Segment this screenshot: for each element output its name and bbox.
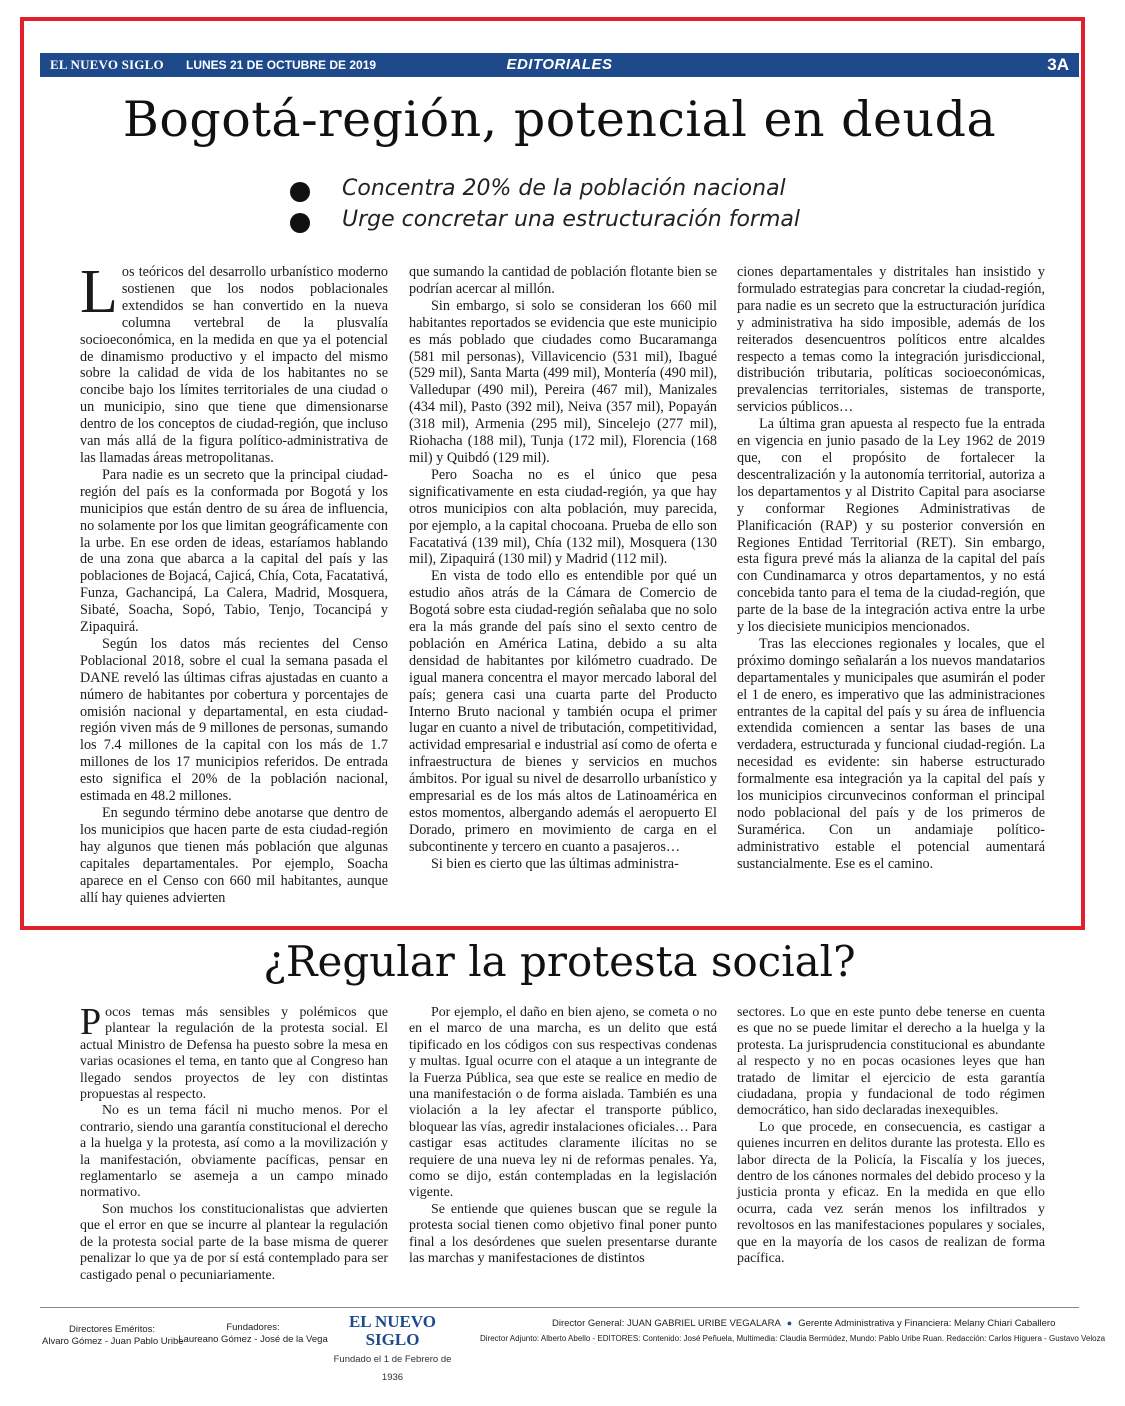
footer-brand: EL NUEVO SIGLO (348, 1312, 437, 1349)
footer-founded: Fundado el 1 de Febrero de 1936 (333, 1354, 452, 1383)
director-general: Director General: JUAN GABRIEL URIBE VEGALARA (552, 1318, 781, 1329)
drop-cap: P (80, 1001, 102, 1043)
paragraph: Son muchos los constitucionalistas que advierten que el error en que se incurre al plantear la regulación de la protesta social parte de la base misma de querer penalizar lo que ya de por sí está contemplado para ser castigado penal o pecuniariamente. (80, 1201, 388, 1283)
paragraph: En segundo término debe anotarse que dentro de los municipios que hacen parte de esta ciudad-región hay algunos que tienen más población que algunas capitales departamentales. Por ejemplo, Soacha aparece en el Censo con 660 mil habitantes, aunque allí hay quienes advierten (80, 805, 388, 906)
paragraph: Por ejemplo, el daño en bien ajeno, se cometa o no en el marco de una marcha, es un delito que está tipificado en los códigos con sus respectivas condenas y multas. Igual ocurre con el ataque a un integrante de la Fuerza Pública, sea que este se realice en medio de una manifestación o de forma aislada. También es una violación a la ley afectar el transporte público, bloquear las vías, agredir instalaciones oficiales… Para castigar esas actitudes claramente ilícitas no se requiere de una nueva ley ni de reformas penales. Ya, como se dijo, están contempladas en la legislación vigente. (409, 1005, 717, 1201)
footer-directores (42, 1324, 182, 1348)
footer-staff-line-1 (552, 1318, 1055, 1329)
paragraph: Sin embargo, si solo se consideran los 660 mil habitantes reportados se evidencia que este municipio es más poblado que ciudades como Bucaramanga (581 mil personas), Villavicencio (531 mil), Ibagué (529 mil), Santa Marta (499 mil), Montería (490 mil), Valledupar (490 mil), Pereira (467 mil), Manizales (434 mil), Pasto (392 mil), Neiva (357 mil), Popayán (318 mil), Armenia (295 mil), Sincelejo (277 mil), Riohacha (188 mil), Tunja (172 mil), Florencia (168 mil) y Quibdó (129 mil). (409, 297, 717, 466)
paragraph: Lo que procede, en consecuencia, es castigar a quienes incurren en delitos durante las protesta. Ello es labor directa de la Policía, la Fiscalía y los jueces, dentro de los cánones normales del debido proceso y la justicia pronta y eficaz. En la medida en que ello ocurra, cada vez serán menos los infiltrados y revoltosos en las manifestaciones populares y sociales, que en la mayoría de los casos de realizan de forma pacífica. (737, 1119, 1045, 1267)
paragraph: sectores. Lo que en este punto debe tenerse en cuenta es que no se puede limitar el derecho a la huelga y la protesta. La jurisprudencia constitucional es abundante al respecto y no en pocas ocasiones leyes que han tratado de limitar el ejercicio de esta garantía ciudadana, propia y fundacional de todo régimen democrático, han sido declaradas inexequibles. (737, 1005, 1045, 1119)
paragraph: que sumando la cantidad de población flotante bien se podrían acercar al millón. (409, 264, 717, 297)
paragraph-text: ocos temas más sensibles y polémicos que plantear la regulación de la protesta social. El actual Ministro de Defensa ha puesto sobre la mesa en varias ocasiones el tema, en tanto que al Congreso han llegado sendos proyectos de ley con distintas propuestas al respecto. (80, 1005, 388, 1103)
separator-dot-icon: ● (786, 1318, 793, 1328)
page-header-bar (40, 53, 1079, 77)
editorial1-column-1 (80, 258, 388, 906)
paragraph: No es un tema fácil ni mucho menos. Por el contrario, siendo una garantía constitucional el derecho a la huelga y la protesta, así como a la movilización y la manifestación, obviamente pacíficas, pensar en reglamentarlo se asemeja a un campo minado normativo. (80, 1103, 388, 1201)
editorial1-column-3 (737, 264, 1045, 873)
subhead-text: Urge concretar una estructuración formal (342, 207, 801, 232)
paragraph (80, 1001, 388, 1103)
gerente: Gerente Administrativa y Financiera: Melany Chiari Caballero (798, 1318, 1056, 1329)
directores-names: Alvaro Gómez - Juan Pablo Uribe (42, 1336, 184, 1347)
paragraph: Si bien es cierto que las últimas administra- (431, 855, 679, 872)
paragraph (80, 258, 388, 467)
paragraph: Se entiende que quienes buscan que se regule la protesta social tienen como objetivo final poner punto final a los desórdenes que suelen presentarse durante las marchas y manifestaciones de distintos (409, 1201, 717, 1267)
footer-fundadores (178, 1322, 328, 1346)
editorial2-column-3 (737, 1005, 1045, 1268)
bullet-dot-icon (290, 213, 310, 233)
editorial2-column-2 (409, 1005, 717, 1268)
footer-masthead (330, 1313, 455, 1385)
editorial1-column-2 (409, 264, 717, 873)
paragraph: Para nadie es un secreto que la principal ciudad-región del país es la conformada por Bogotá y los municipios que están dentro de su área de influencia, no solamente por los que limitan geográficamente con la urbe. En ese orden de ideas, estaríamos hablando de una zona que abarca a la capital del país y las poblaciones de Bojacá, Cajicá, Chía, Cota, Facatativá, Funza, Gachancipá, La Calera, Madrid, Mosquera, Sibaté, Soacha, Sopó, Tabio, Tenjo, Tocancipá y Zipaquirá. (80, 466, 388, 636)
paragraph: En vista de todo ello es entendible por qué un estudio años atrás de la Cámara de Comercio de Bogotá sobre esta ciudad-región señalaba que no solo era la más grande del país sino el sexto centro de población en América Latina, debido a su alta densidad de habitantes por kilómetro cuadrado. De igual manera concentra el mayor mercado laboral del país; genera casi una cuarta parte del Producto Interno Bruto nacional y también ocupa el primer lugar en cuanto a nivel de tributación, competitividad, actividad empresarial e industrial así como de oferta e infraestructura de bienes y servicios en muchos ámbitos. Por igual su nivel de desarrollo urbanístico y empresarial es de los más altos de Latinoamérica en estos momentos, albergando además el aeropuerto El Dorado, primero en movimiento de carga en el subcontinente y tercero en cuanto a pasajeros… (409, 568, 717, 855)
header-date: LUNES 21 DE OCTUBRE DE 2019 (186, 58, 377, 72)
editorial2-title: ¿Regular la protesta social? (263, 937, 856, 986)
fundadores-names: Laureano Gómez - José de la Vega (178, 1334, 328, 1345)
subhead-text: Concentra 20% de la población nacional (342, 176, 786, 201)
header-section: EDITORIALES (506, 56, 613, 73)
directores-label: Directores Eméritos: (68, 1324, 156, 1335)
header-page-number: 3A (1047, 55, 1069, 74)
paragraph: ciones departamentales y distritales han insistido y formulado estrategias para concretar la ciudad-región, para nadie es un secreto que la estructuración jurídica y administrativa ha sido imposible, además de los reiterados desencuentros políticos entre alcaldes respecto a temas como la integración jurisdiccional, distribución tributaria, políticas socioeconómicas, prevalencias territoriales, sistemas de transporte, servicios públicos… (737, 264, 1045, 416)
footer-staff-line-2: Director Adjunto: Alberto Abello - EDITORES: Contenido: José Peñuela, Multimedia: Claudia Bermúdez, Mundo: Pablo Uribe Ruan. Redacción: Carlos Higuera - Gustavo Veloza (480, 1334, 1106, 1343)
header-brand: EL NUEVO SIGLO (50, 57, 164, 72)
editorial1-title: Bogotá-región, potencial en deuda (122, 91, 997, 148)
paragraph: Pero Soacha no es el único que pesa significativamente en esta ciudad-región, ya que hay otros municipios con alta población, muy parecida, por ejemplo, a la capital chocoana. Prueba de ello son Facatativá (139 mil), Chía (132 mil), Mosquera (130 mil), Zipaquirá (130 mil) y Madrid (112 mil). (409, 466, 717, 568)
paragraph: Según los datos más recientes del Censo Poblacional 2018, sobre el cual la semana pasada el DANE reveló las últimas cifras ajustadas en cuanto a número de habitantes por cobertura y porcentajes de omisión nacional y departamental, en esta ciudad-región viven más de 9 millones de personas, sumando los 7.4 millones de la capital con los más de 1.7 millones de los 17 municipios referidos. De entrada esto significa el 20% de la población nacional, estimada en 48.2 millones. (80, 635, 388, 805)
drop-cap: L (80, 258, 118, 326)
paragraph: Tras las elecciones regionales y locales, que el próximo domingo señalarán a los nuevos mandatarios departamentales y municipales que asumirán el poder el 1 de enero, es imperativo que las administraciones entrantes de la capital del país y su área de influencia extendida comiencen a sentar las bases de una verdadera, estructurada y funcional ciudad-región. La necesidad es evidente: sin haberse estructurado formalmente esa integración ya la capital del país y los municipios circunvecinos conforman el principal nodo poblacional del país y de los primeros de Suramérica. Con un andamiaje político-administrativo estable el potencial aumentará sustancialmente. Ese es el camino. (737, 635, 1045, 872)
paragraph-text: os teóricos del desarrollo urbanístico moderno sostienen que los nodos poblacionales extendidos se han convertido en la nueva columna vertebral de la plusvalía socioeconómica, en la medida en que ya el potencial de dinamismo productivo y el impacto del mismo sobre la calidad de vida de los habitantes no se concibe bajo los límites territoriales de una ciudad o un municipio, sino que tiene que dimensionarse dentro de los conceptos de ciudad-región, que incluso van más allá de la figura político-administrativa de las llamadas áreas metropolitanas. (80, 264, 388, 466)
footer-divider (40, 1307, 1079, 1308)
bullet-dot-icon (290, 182, 310, 202)
fundadores-label: Fundadores: (226, 1322, 280, 1333)
paragraph: La última gran apuesta al respecto fue la entrada en vigencia en junio pasado de la Ley 1962 de 2019 que, con el propósito de fortalecer la descentralización y la autonomía territorial, autoriza a los departamentos y al Distrito Capital para asociarse y conformar Regiones Administrativas de Planificación (RAP) y su posterior conversión en Regiones Entidad Territorial (RET). Sin embargo, esta figura prevé más la alianza de la capital del país con Cundinamarca y otros departamentos, y no está concebida tanto para el tema de la ciudad-región, que parte de la base de la integración activa entre la urbe y los diecisiete municipios mencionados. (737, 416, 1045, 636)
editorial2-column-1 (80, 1001, 388, 1284)
